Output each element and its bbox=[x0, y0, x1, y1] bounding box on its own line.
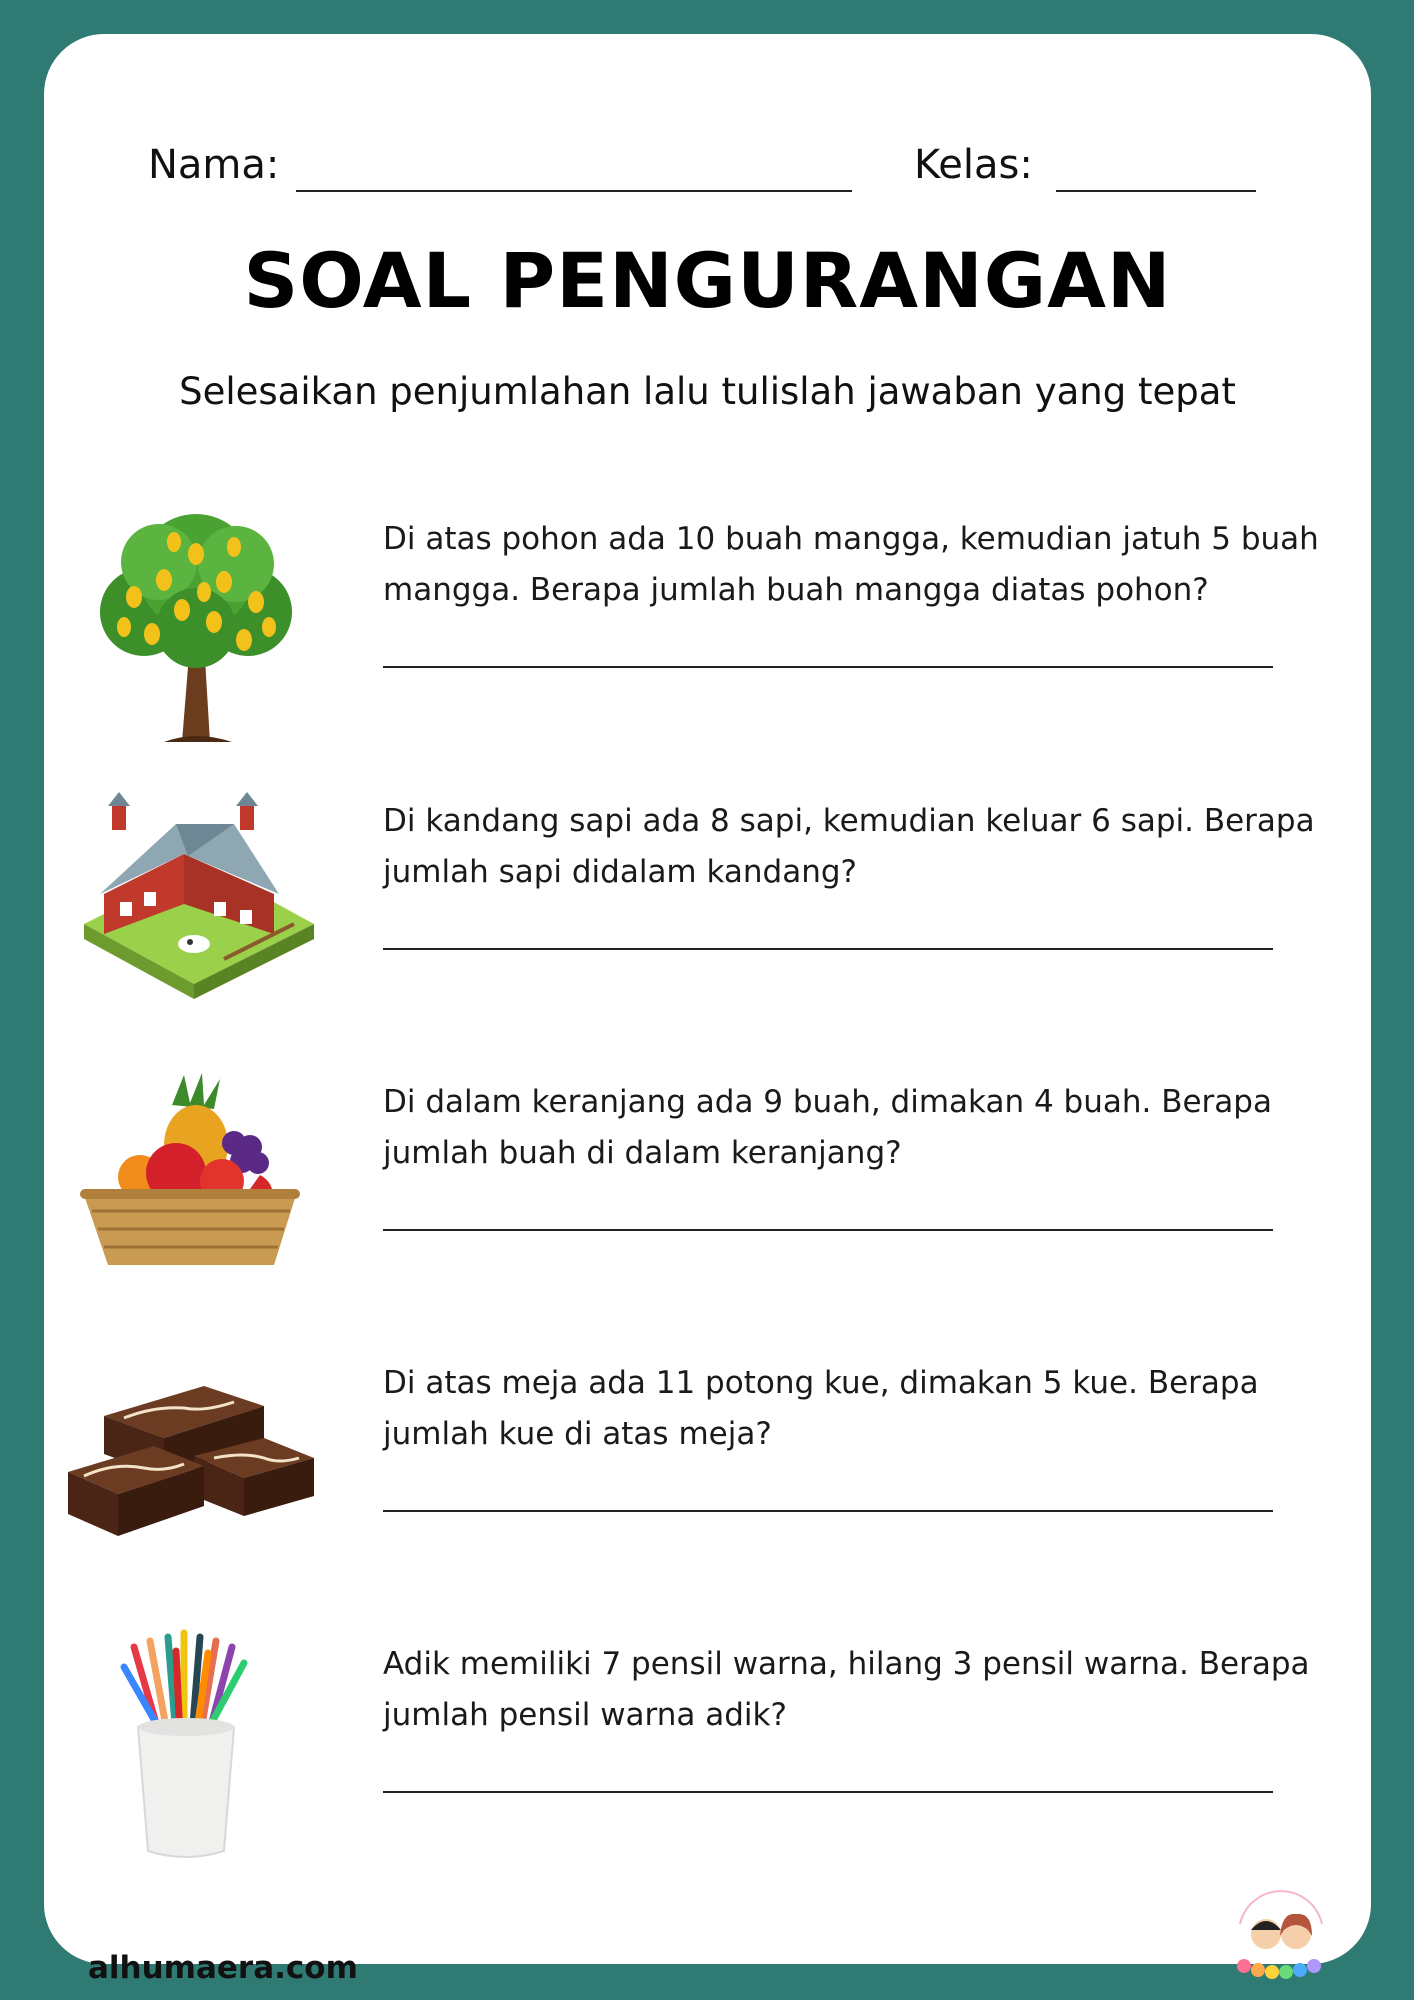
question-item bbox=[44, 502, 1371, 752]
site-footer: alhumaera.com bbox=[88, 1950, 358, 1986]
barn-icon bbox=[64, 784, 324, 1024]
header-row bbox=[44, 142, 1371, 202]
question-text: Di kandang sapi ada 8 sapi, kemudian keluar 6 sapi. Berapa jumlah sapi didalam kandang? bbox=[383, 803, 1315, 890]
class-field[interactable] bbox=[1056, 190, 1256, 192]
mango-tree-icon bbox=[64, 502, 324, 742]
question-item bbox=[44, 1346, 1371, 1596]
worksheet-sheet bbox=[44, 34, 1371, 1986]
class-label: Kelas: bbox=[914, 142, 1033, 188]
question-text: Di atas meja ada 11 potong kue, dimakan 5 kue. Berapa jumlah kue di atas meja? bbox=[383, 1365, 1259, 1452]
colored-pencils-icon bbox=[64, 1627, 324, 1867]
instructions: Selesaikan penjumlahan lalu tulislah jawaban yang tepat bbox=[179, 370, 1236, 413]
question-item bbox=[44, 784, 1371, 1034]
question-item bbox=[44, 1627, 1371, 1877]
alhumaera-logo bbox=[1226, 1874, 1336, 1984]
answer-line[interactable] bbox=[383, 666, 1273, 668]
question-item bbox=[44, 1065, 1371, 1315]
name-field[interactable] bbox=[296, 190, 852, 192]
brownie-icon bbox=[64, 1346, 324, 1586]
question-text: Di dalam keranjang ada 9 buah, dimakan 4 buah. Berapa jumlah buah di dalam keranjang? bbox=[383, 1084, 1272, 1171]
page-title: SOAL PENGURANGAN bbox=[243, 236, 1172, 325]
question-text: Di atas pohon ada 10 buah mangga, kemudian jatuh 5 buah mangga. Berapa jumlah buah mangga diatas pohon? bbox=[383, 521, 1319, 608]
answer-line[interactable] bbox=[383, 1229, 1273, 1231]
answer-line[interactable] bbox=[383, 948, 1273, 950]
question-text: Adik memiliki 7 pensil warna, hilang 3 pensil warna. Berapa jumlah pensil warna adik? bbox=[383, 1646, 1310, 1733]
name-label: Nama: bbox=[148, 142, 280, 188]
answer-line[interactable] bbox=[383, 1791, 1273, 1793]
fruit-basket-icon bbox=[64, 1065, 324, 1305]
answer-line[interactable] bbox=[383, 1510, 1273, 1512]
